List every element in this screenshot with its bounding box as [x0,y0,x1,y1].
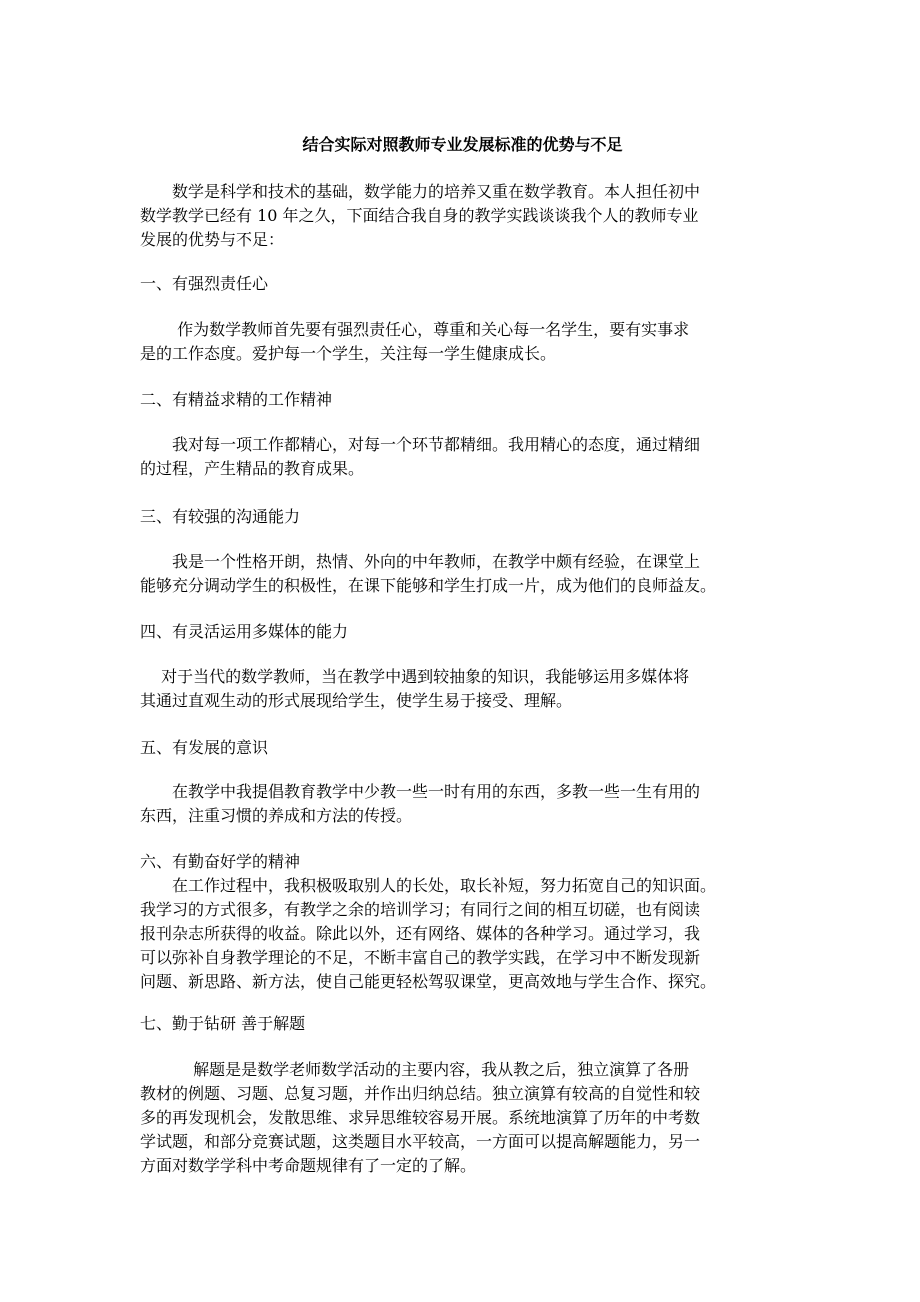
section-paragraph [140,550,785,598]
document-title: 结合实际对照教师专业发展标准的优势与不足 [302,135,623,154]
section-paragraph [140,433,785,481]
section-paragraph [140,874,785,994]
paragraph-line: 我学习的方式很多，有教学之余的培训学习；有同行之间的相互切磋，也有阅读 [140,900,701,919]
paragraph-line: 解题是是数学老师数学活动的主要内容，我从教之后，独立演算了各册 [140,1060,690,1079]
paragraph-line: 数学是科学和技术的基础，数学能力的培养又重在数学教育。本人担任初中 [140,182,701,201]
paragraph-line: 学试题，和部分竞赛试题，这类题目水平较高，一方面可以提高解题能力，另一 [140,1132,701,1151]
section-heading: 一、有强烈责任心 [140,274,269,293]
section-heading: 六、有勤奋好学的精神 [140,852,301,871]
paragraph-line: 其通过直观生动的形式展现给学生，使学生易于接受、理解。 [140,691,573,710]
paragraph-line: 数学教学已经有 10 年之久，下面结合我自身的教学实践谈谈我个人的教师专业 [140,206,699,225]
paragraph-line: 我对每一项工作都精心，对每一个环节都精细。我用精心的态度，通过精细 [140,435,701,454]
section-heading: 二、有精益求精的工作精神 [140,390,333,409]
paragraph-line: 能够充分调动学生的积极性，在课下能够和学生打成一片，成为他们的良师益友。 [140,576,717,595]
section-paragraph [140,780,785,828]
section-heading: 五、有发展的意识 [140,738,269,757]
intro-paragraph [140,180,785,252]
section-paragraph [140,318,785,366]
paragraph-line: 是的工作态度。爱护每一个学生，关注每一学生健康成长。 [140,344,557,363]
paragraph-line: 东西，注重习惯的养成和方法的传授。 [140,806,413,825]
paragraph-line: 报刊杂志所获得的收益。除此以外，还有网络、媒体的各种学习。通过学习，我 [140,924,701,943]
section-heading: 三、有较强的沟通能力 [140,507,301,526]
paragraph-line: 在教学中我提倡教育教学中少教一些一时有用的东西，多教一些一生有用的 [140,782,701,801]
paragraph-line: 多的再发现机会，发散思维、求异思维较容易开展。系统地演算了历年的中考数 [140,1108,701,1127]
paragraph-line: 作为数学教师首先要有强烈责任心，尊重和关心每一名学生，要有实事求 [140,320,690,339]
paragraph-line: 发展的优势与不足： [140,230,285,249]
paragraph-line: 问题、新思路、新方法，使自己能更轻松驾驭课堂，更高效地与学生合作、探究。 [140,972,717,991]
paragraph-line: 在工作过程中，我积极吸取别人的长处，取长补短，努力拓宽自己的知识面。 [140,876,717,895]
section-paragraph [140,665,785,713]
section-heading: 四、有灵活运用多媒体的能力 [140,622,349,641]
paragraph-line: 可以弥补自身教学理论的不足，不断丰富自己的教学实践，在学习中不断发现新 [140,948,701,967]
paragraph-line: 对于当代的数学教师，当在教学中遇到较抽象的知识，我能够运用多媒体将 [140,667,690,686]
paragraph-line: 的过程，产生精品的教育成果。 [140,459,365,478]
paragraph-line: 教材的例题、习题、总复习题，并作出归纳总结。独立演算有较高的自觉性和较 [140,1084,701,1103]
paragraph-line: 我是一个性格开朗，热情、外向的中年教师，在教学中颇有经验，在课堂上 [140,552,701,571]
paragraph-line: 方面对数学学科中考命题规律有了一定的了解。 [140,1156,477,1175]
section-heading: 七、勤于钻研 善于解题 [140,1014,306,1033]
section-paragraph [140,1058,785,1178]
